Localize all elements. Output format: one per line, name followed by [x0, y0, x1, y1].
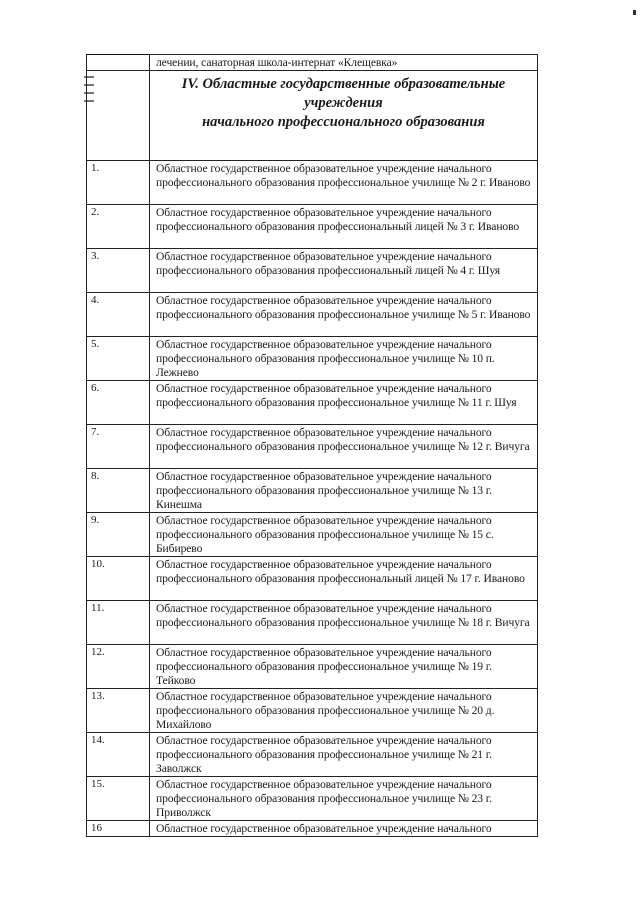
row-number: 13.: [87, 689, 150, 733]
row-number: 16: [87, 821, 150, 837]
row-number: 8.: [87, 469, 150, 513]
row-number-cell: [87, 143, 150, 161]
row-number: 3.: [87, 249, 150, 293]
row-number: 1.: [87, 161, 150, 205]
spacer-cell: [150, 143, 538, 161]
row-number: 4.: [87, 293, 150, 337]
table-row: [87, 381, 538, 425]
institution-name: Областное государственное образовательное учреждение начального профессионального образования профессиональное училище № 15 с. Бибирево: [150, 513, 538, 557]
table-row: [87, 777, 538, 821]
table-row: [87, 733, 538, 777]
row-number: 5.: [87, 337, 150, 381]
row-number: 12.: [87, 645, 150, 689]
institution-name: Областное государственное образовательное учреждение начального профессионального образования профессиональный лицей № 4 г. Шуя: [150, 249, 538, 293]
scan-artifact-mark: [633, 10, 636, 15]
row-number: 15.: [87, 777, 150, 821]
section-heading-line-1: IV. Областные государственные образовательные: [181, 76, 506, 92]
institution-name: Областное государственное образовательное учреждение начального профессионального образования профессиональный лицей № 3 г. Иваново: [150, 205, 538, 249]
table-row: [87, 249, 538, 293]
table-row: [87, 293, 538, 337]
table-row: [87, 689, 538, 733]
section-heading-line-2: учреждения: [304, 95, 383, 111]
continuation-text: лечении, санаторная школа-интернат «Клещевка»: [150, 55, 538, 71]
entries-body: [87, 161, 538, 821]
institution-name: Областное государственное образовательное учреждение начального профессионального образования профессиональное училище № 10 п. Лежнево: [150, 337, 538, 381]
table-row: [87, 601, 538, 645]
table-row: [87, 205, 538, 249]
table-row: [87, 337, 538, 381]
row-number: 14.: [87, 733, 150, 777]
institution-name: Областное государственное образовательное учреждение начального профессионального образования профессиональный лицей № 17 г. Иваново: [150, 557, 538, 601]
row-number-cell: [87, 71, 150, 144]
section-heading-line-3: начального профессионального образования: [202, 114, 485, 130]
institution-name: Областное государственное образовательное учреждение начального профессионального образования профессиональное училище № 21 г. Заволжск: [150, 733, 538, 777]
institution-name: Областное государственное образовательное учреждение начального профессионального образования профессиональное училище № 12 г. Вичуга: [150, 425, 538, 469]
table-row: [87, 821, 538, 837]
row-number: 6.: [87, 381, 150, 425]
institution-name: Областное государственное образовательное учреждение начального профессионального образования профессиональное училище № 23 г. Приволжск: [150, 777, 538, 821]
table-row-continuation: [87, 55, 538, 71]
institution-name: Областное государственное образовательное учреждение начального профессионального образования профессиональное училище № 13 г. Кинешма: [150, 469, 538, 513]
row-number: 11.: [87, 601, 150, 645]
table-row: [87, 645, 538, 689]
row-number: 2.: [87, 205, 150, 249]
table-row: [87, 425, 538, 469]
institution-name: Областное государственное образовательное учреждение начального: [150, 821, 538, 837]
table-row: [87, 161, 538, 205]
section-heading-row: [87, 71, 538, 144]
institutions-table: [86, 54, 538, 837]
table-row: [87, 513, 538, 557]
section-heading: [150, 71, 538, 144]
spacer-row: [87, 143, 538, 161]
row-number-cell: [87, 55, 150, 71]
table-row: [87, 557, 538, 601]
institution-name: Областное государственное образовательное учреждение начального профессионального образования профессиональное училище № 5 г. Иваново: [150, 293, 538, 337]
institution-name: Областное государственное образовательное учреждение начального профессионального образования профессиональное училище № 19 г. Тейково: [150, 645, 538, 689]
institution-name: Областное государственное образовательное учреждение начального профессионального образования профессиональное училище № 11 г. Шуя: [150, 381, 538, 425]
row-number: 10.: [87, 557, 150, 601]
row-number: 9.: [87, 513, 150, 557]
institution-name: Областное государственное образовательное учреждение начального профессионального образования профессиональное училище № 18 г. Вичуга: [150, 601, 538, 645]
institution-name: Областное государственное образовательное учреждение начального профессионального образования профессиональное училище № 20 д. Михайлово: [150, 689, 538, 733]
row-number: 7.: [87, 425, 150, 469]
table-row: [87, 469, 538, 513]
institution-name: Областное государственное образовательное учреждение начального профессионального образования профессиональное училище № 2 г. Иваново: [150, 161, 538, 205]
